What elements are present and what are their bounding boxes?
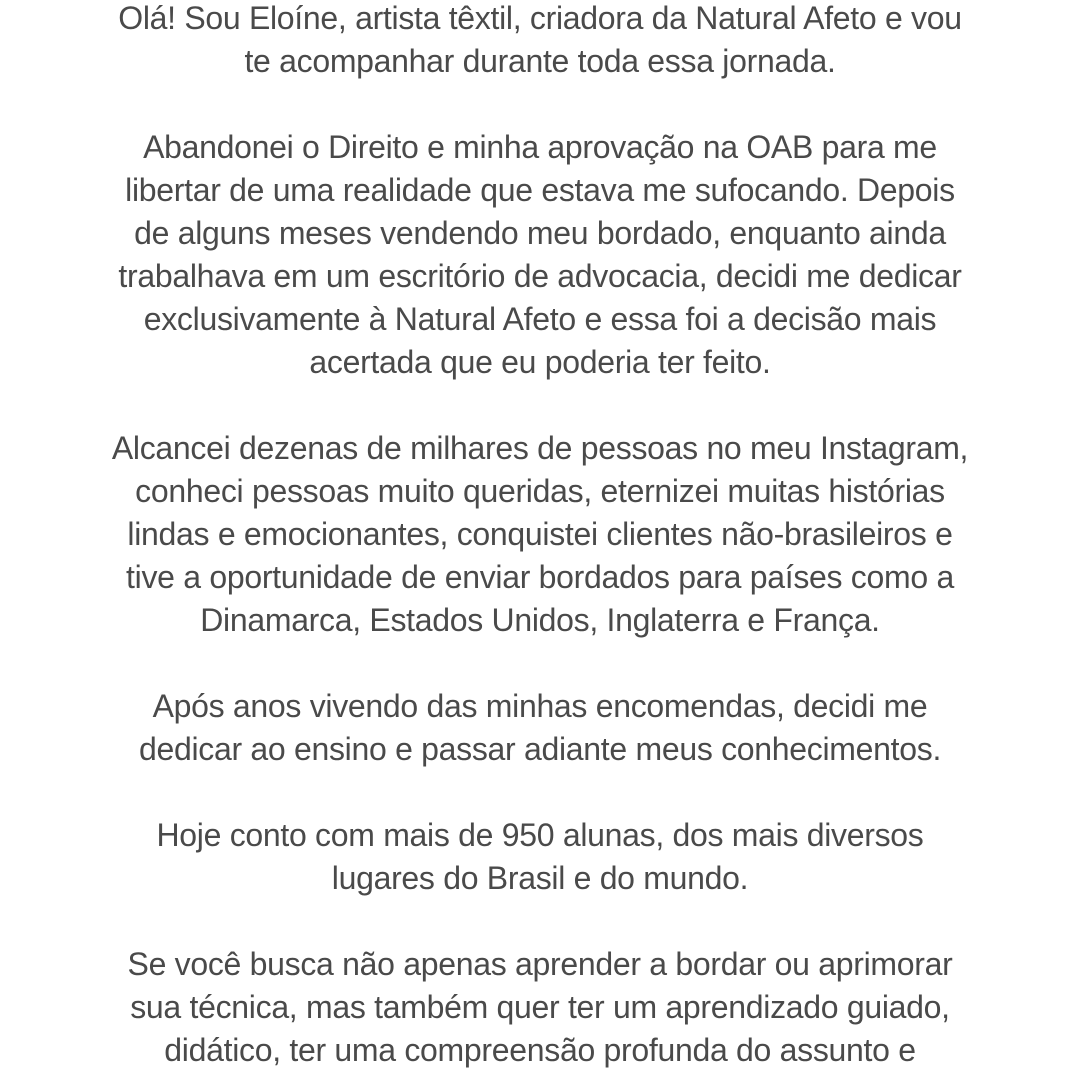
text-line: lugares do Brasil e do mundo. bbox=[331, 860, 749, 896]
paragraph-intro bbox=[0, 0, 1080, 83]
text-line: exclusivamente à Natural Afeto e essa foi a decisão mais bbox=[143, 301, 937, 337]
paragraph-teaching bbox=[0, 685, 1080, 771]
text-line: conheci pessoas muito queridas, eternizei muitas histórias bbox=[135, 473, 945, 509]
text-line: Se você busca não apenas aprender a bordar ou aprimorar bbox=[127, 946, 953, 982]
text-line: Alcancei dezenas de milhares de pessoas no meu Instagram, bbox=[111, 430, 969, 466]
text-line: sua técnica, mas também quer ter um aprendizado guiado, bbox=[130, 989, 950, 1025]
paragraph-invitation bbox=[0, 943, 1080, 1072]
text-line: de alguns meses vendendo meu bordado, enquanto ainda bbox=[134, 215, 946, 251]
text-line: Hoje conto com mais de 950 alunas, dos mais diversos bbox=[156, 817, 924, 853]
paragraph-achievements bbox=[0, 427, 1080, 642]
text-line: Olá! Sou Eloíne, artista têxtil, criadora da Natural Afeto e vou bbox=[118, 0, 962, 36]
paragraph-career-change bbox=[0, 126, 1080, 384]
text-line: lindas e emocionantes, conquistei clientes não-brasileiros e bbox=[127, 516, 953, 552]
text-line: libertar de uma realidade que estava me sufocando. Depois bbox=[125, 172, 955, 208]
text-line: Abandonei o Direito e minha aprovação na OAB para me bbox=[143, 129, 937, 165]
text-line: didático, ter uma compreensão profunda do assunto e bbox=[164, 1032, 916, 1068]
text-line: trabalhava em um escritório de advocacia, decidi me dedicar bbox=[118, 258, 962, 294]
text-line: acertada que eu poderia ter feito. bbox=[309, 344, 771, 380]
text-line: Dinamarca, Estados Unidos, Inglaterra e França. bbox=[200, 602, 880, 638]
text-line: te acompanhar durante toda essa jornada. bbox=[244, 43, 836, 79]
text-line: tive a oportunidade de enviar bordados para países como a bbox=[126, 559, 954, 595]
text-line: dedicar ao ensino e passar adiante meus conhecimentos. bbox=[138, 731, 942, 767]
text-line: Após anos vivendo das minhas encomendas, decidi me bbox=[152, 688, 928, 724]
paragraph-students bbox=[0, 814, 1080, 900]
